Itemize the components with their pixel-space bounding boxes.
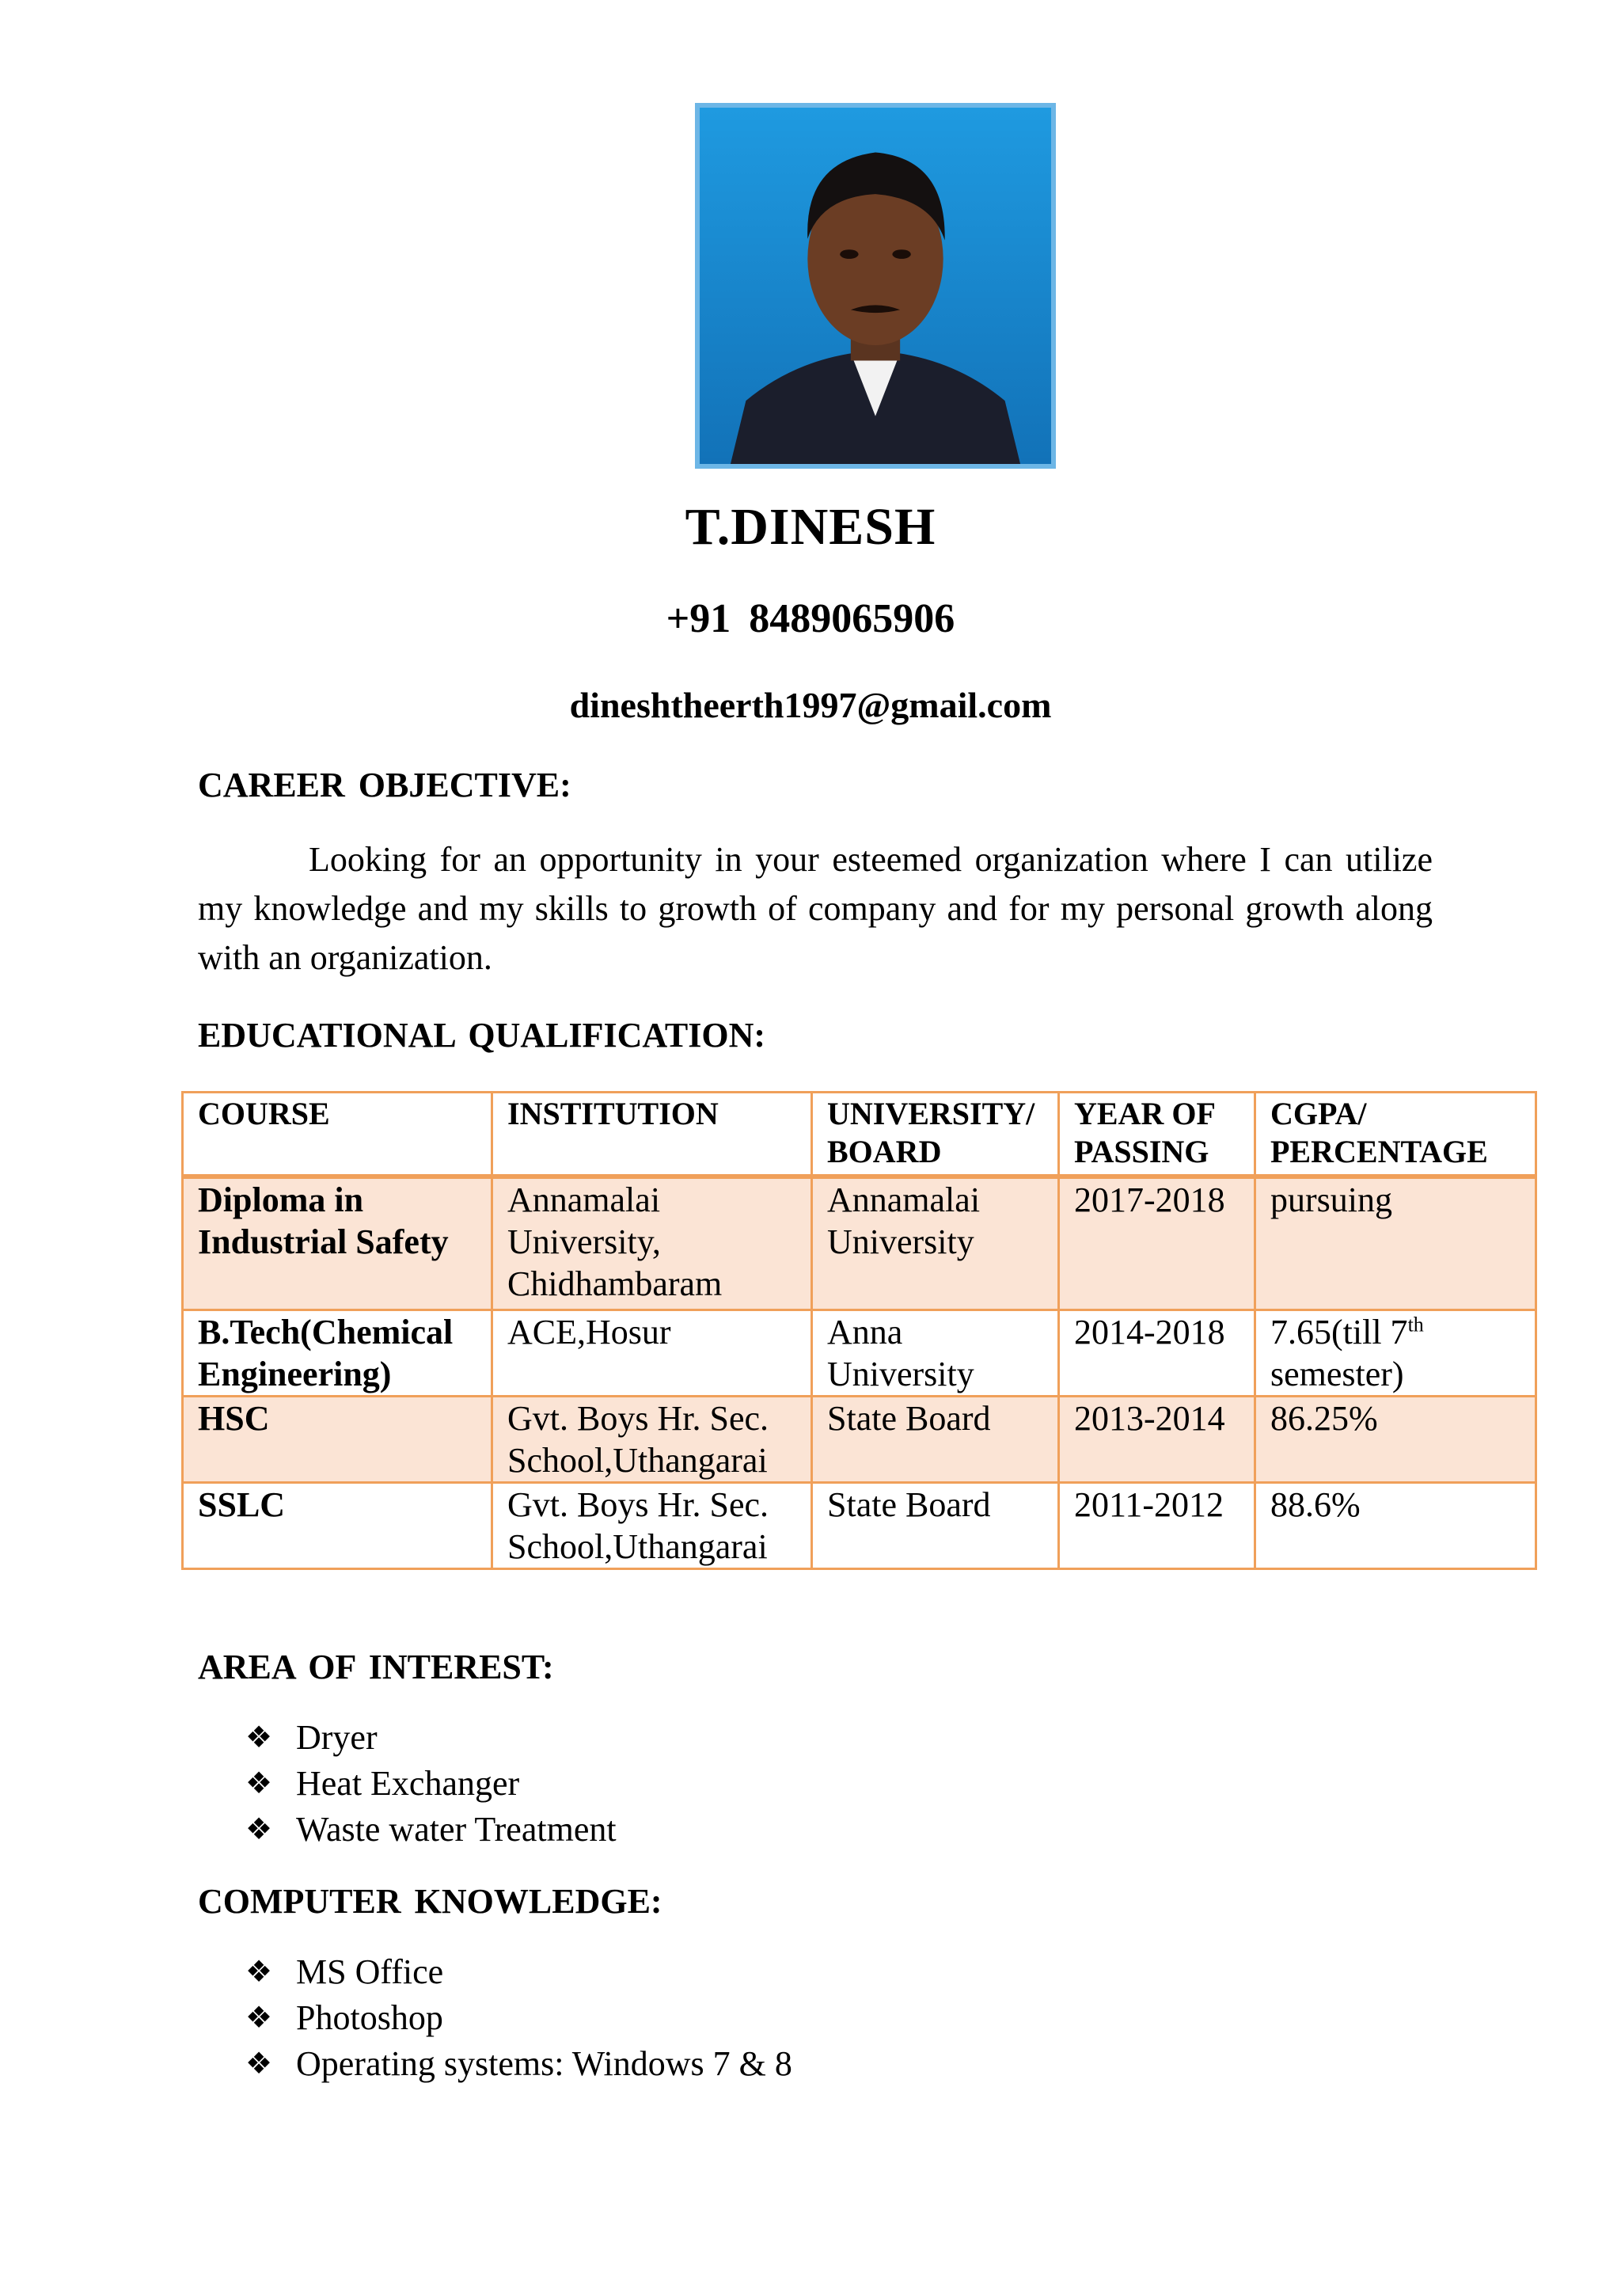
list-item: ❖ Operating systems: Windows 7 & 8 (245, 2041, 792, 2087)
computer-knowledge-list (245, 1949, 792, 2087)
board-cell: State Board (812, 1483, 1059, 1569)
phone-number: +91 8489065906 (666, 596, 955, 641)
area-of-interest-list (245, 1715, 617, 1853)
list-item: ❖ Photoshop (245, 1995, 792, 2041)
course-cell: B.Tech(Chemical Engineering) (183, 1310, 492, 1397)
list-item: ❖ Waste water Treatment (245, 1807, 617, 1853)
education-table (181, 1091, 1537, 1570)
area-of-interest-heading: AREA OF INTEREST: (198, 1648, 554, 1686)
diamond-bullet-icon: ❖ (245, 1813, 273, 1846)
year-cell: 2011-2012 (1059, 1483, 1255, 1569)
column-header-board: UNIVERSITY/ BOARD (812, 1093, 1059, 1177)
column-header-year: YEAR OF PASSING (1059, 1093, 1255, 1177)
column-header-score: CGPA/ PERCENTAGE (1255, 1093, 1536, 1177)
diamond-bullet-icon: ❖ (245, 1721, 273, 1754)
candidate-name: T.DINESH (685, 498, 936, 556)
year-cell: 2013-2014 (1059, 1397, 1255, 1483)
institution-cell: Gvt. Boys Hr. Sec. School,Uthangarai (492, 1483, 812, 1569)
table-row (183, 1310, 1536, 1397)
score-cell: 88.6% (1255, 1483, 1536, 1569)
career-objective-text: Looking for an opportunity in your esteemed organization where I can utilize my knowledge and my skills to growth of company and for my personal growth along with an organization. (198, 840, 1433, 977)
profile-photo-illustration (700, 108, 1051, 464)
career-objective-heading: CAREER OBJECTIVE: (198, 766, 571, 804)
education-heading: EDUCATIONAL QUALIFICATION: (198, 1016, 766, 1055)
diamond-bullet-icon: ❖ (245, 2001, 273, 2035)
score-cell: pursuing (1255, 1177, 1536, 1310)
institution-cell: Gvt. Boys Hr. Sec. School,Uthangarai (492, 1397, 812, 1483)
score-cell: 86.25% (1255, 1397, 1536, 1483)
profile-photo (695, 103, 1056, 469)
board-cell: State Board (812, 1397, 1059, 1483)
column-header-institution: INSTITUTION (492, 1093, 812, 1177)
table-header-row (183, 1093, 1536, 1177)
board-cell: Annamalai University (812, 1177, 1059, 1310)
computer-knowledge-heading: COMPUTER KNOWLEDGE: (198, 1882, 662, 1921)
list-item: ❖ Dryer (245, 1715, 617, 1761)
list-item: ❖ MS Office (245, 1949, 792, 1995)
board-cell: Anna University (812, 1310, 1059, 1397)
diamond-bullet-icon: ❖ (245, 1956, 273, 1989)
year-cell: 2014-2018 (1059, 1310, 1255, 1397)
diamond-bullet-icon: ❖ (245, 1767, 273, 1800)
year-cell: 2017-2018 (1059, 1177, 1255, 1310)
course-cell: SSLC (183, 1483, 492, 1569)
institution-cell: ACE,Hosur (492, 1310, 812, 1397)
course-cell: HSC (183, 1397, 492, 1483)
table-row (183, 1177, 1536, 1310)
score-cell: 7.65(till 7th semester) (1255, 1310, 1536, 1397)
table-row (183, 1397, 1536, 1483)
column-header-course: COURSE (183, 1093, 492, 1177)
institution-cell: Annamalai University, Chidhambaram (492, 1177, 812, 1310)
diamond-bullet-icon: ❖ (245, 2047, 273, 2081)
table-row (183, 1483, 1536, 1569)
email-address: dineshtheerth1997@gmail.com (569, 685, 1052, 725)
course-cell: Diploma in Industrial Safety (183, 1177, 492, 1310)
list-item: ❖ Heat Exchanger (245, 1761, 617, 1807)
